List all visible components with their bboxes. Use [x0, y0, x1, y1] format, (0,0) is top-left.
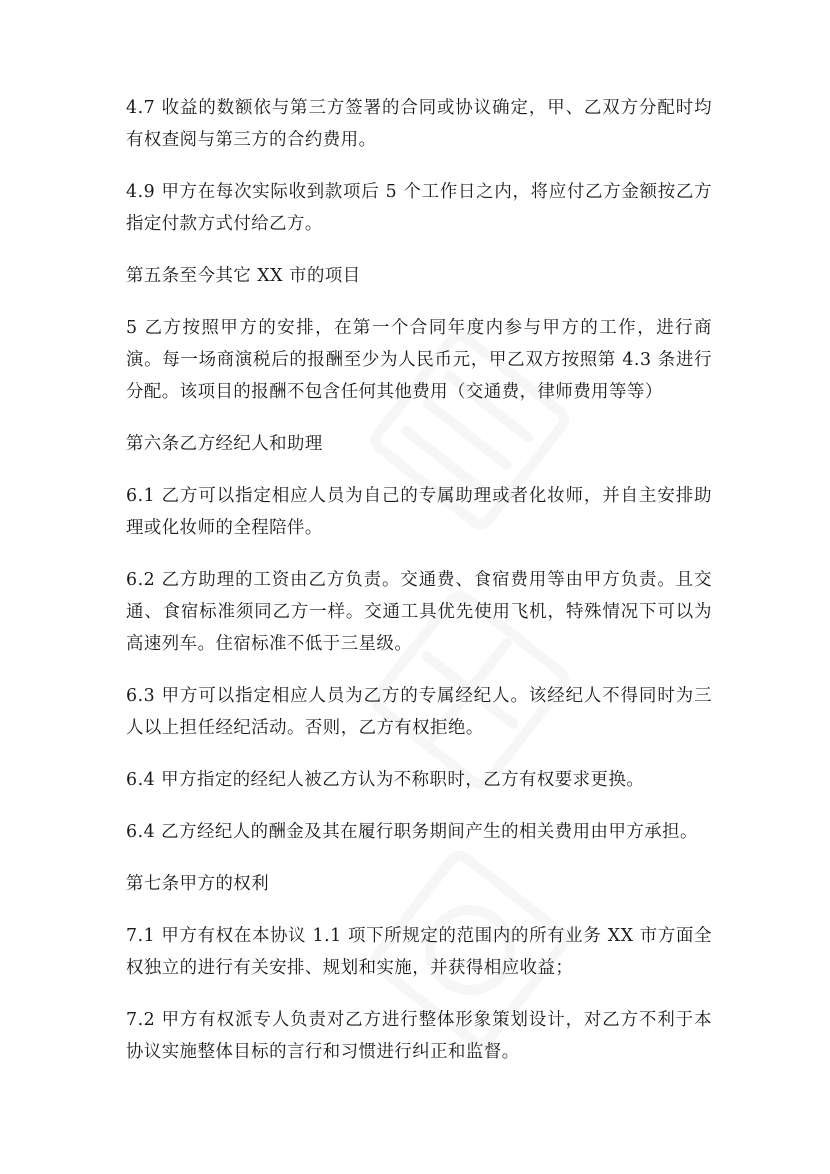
article-7-heading: 第七条甲方的权利 — [126, 874, 270, 894]
clause-4-9: 4.9 甲方在每次实际收到款项后 5 个工作日之内，将应付乙方金额按乙方指定付款方式付给乙方。 — [126, 182, 712, 234]
clause-7-1: 7.1 甲方有权在本协议 1.1 项下所规定的范围内的所有业务 XX 市方面全权独立的进行有关安排、规划和实施，并获得相应收益； — [126, 926, 712, 978]
clause-6-4-first: 6.4 甲方指定的经纪人被乙方认为不称职时，乙方有权要求更换。 — [126, 770, 645, 790]
clause-6-2: 6.2 乙方助理的工资由乙方负责。交通费、食宿费用等由甲方负责。且交通、食宿标准须同乙方一样。交通工具优先使用飞机，特殊情况下可以为高速列车。住宿标准不低于三星级。 — [126, 570, 712, 654]
clause-6-4-second: 6.4 乙方经纪人的酬金及其在履行职务期间产生的相关费用由甲方承担。 — [126, 822, 698, 842]
clause-7-2: 7.2 甲方有权派专人负责对乙方进行整体形象策划设计，对乙方不利于本协议实施整体目标的言行和习惯进行纠正和监督。 — [126, 1010, 712, 1062]
document-body — [126, 92, 712, 1068]
clause-5: 5 乙方按照甲方的安排，在第一个合同年度内参与甲方的工作，进行商演。每一场商演税后的报酬至少为人民币元，甲乙双方按照第 4.3 条进行分配。该项目的报酬不包含任何其他费用（交通费，律师费用等等） — [126, 318, 712, 402]
clause-6-3: 6.3 甲方可以指定相应人员为乙方的专属经纪人。该经纪人不得同时为三人以上担任经纪活动。否则，乙方有权拒绝。 — [126, 686, 712, 738]
article-6-heading: 第六条乙方经纪人和助理 — [126, 434, 323, 454]
clause-4-7: 4.7 收益的数额依与第三方签署的合同或协议确定，甲、乙双方分配时均有权查阅与第三方的合约费用。 — [126, 98, 712, 150]
article-5-heading: 第五条至今其它 XX 市的项目 — [126, 266, 361, 286]
clause-6-1: 6.1 乙方可以指定相应人员为自己的专属助理或者化妆师，并自主安排助理或化妆师的全程陪伴。 — [126, 486, 712, 538]
